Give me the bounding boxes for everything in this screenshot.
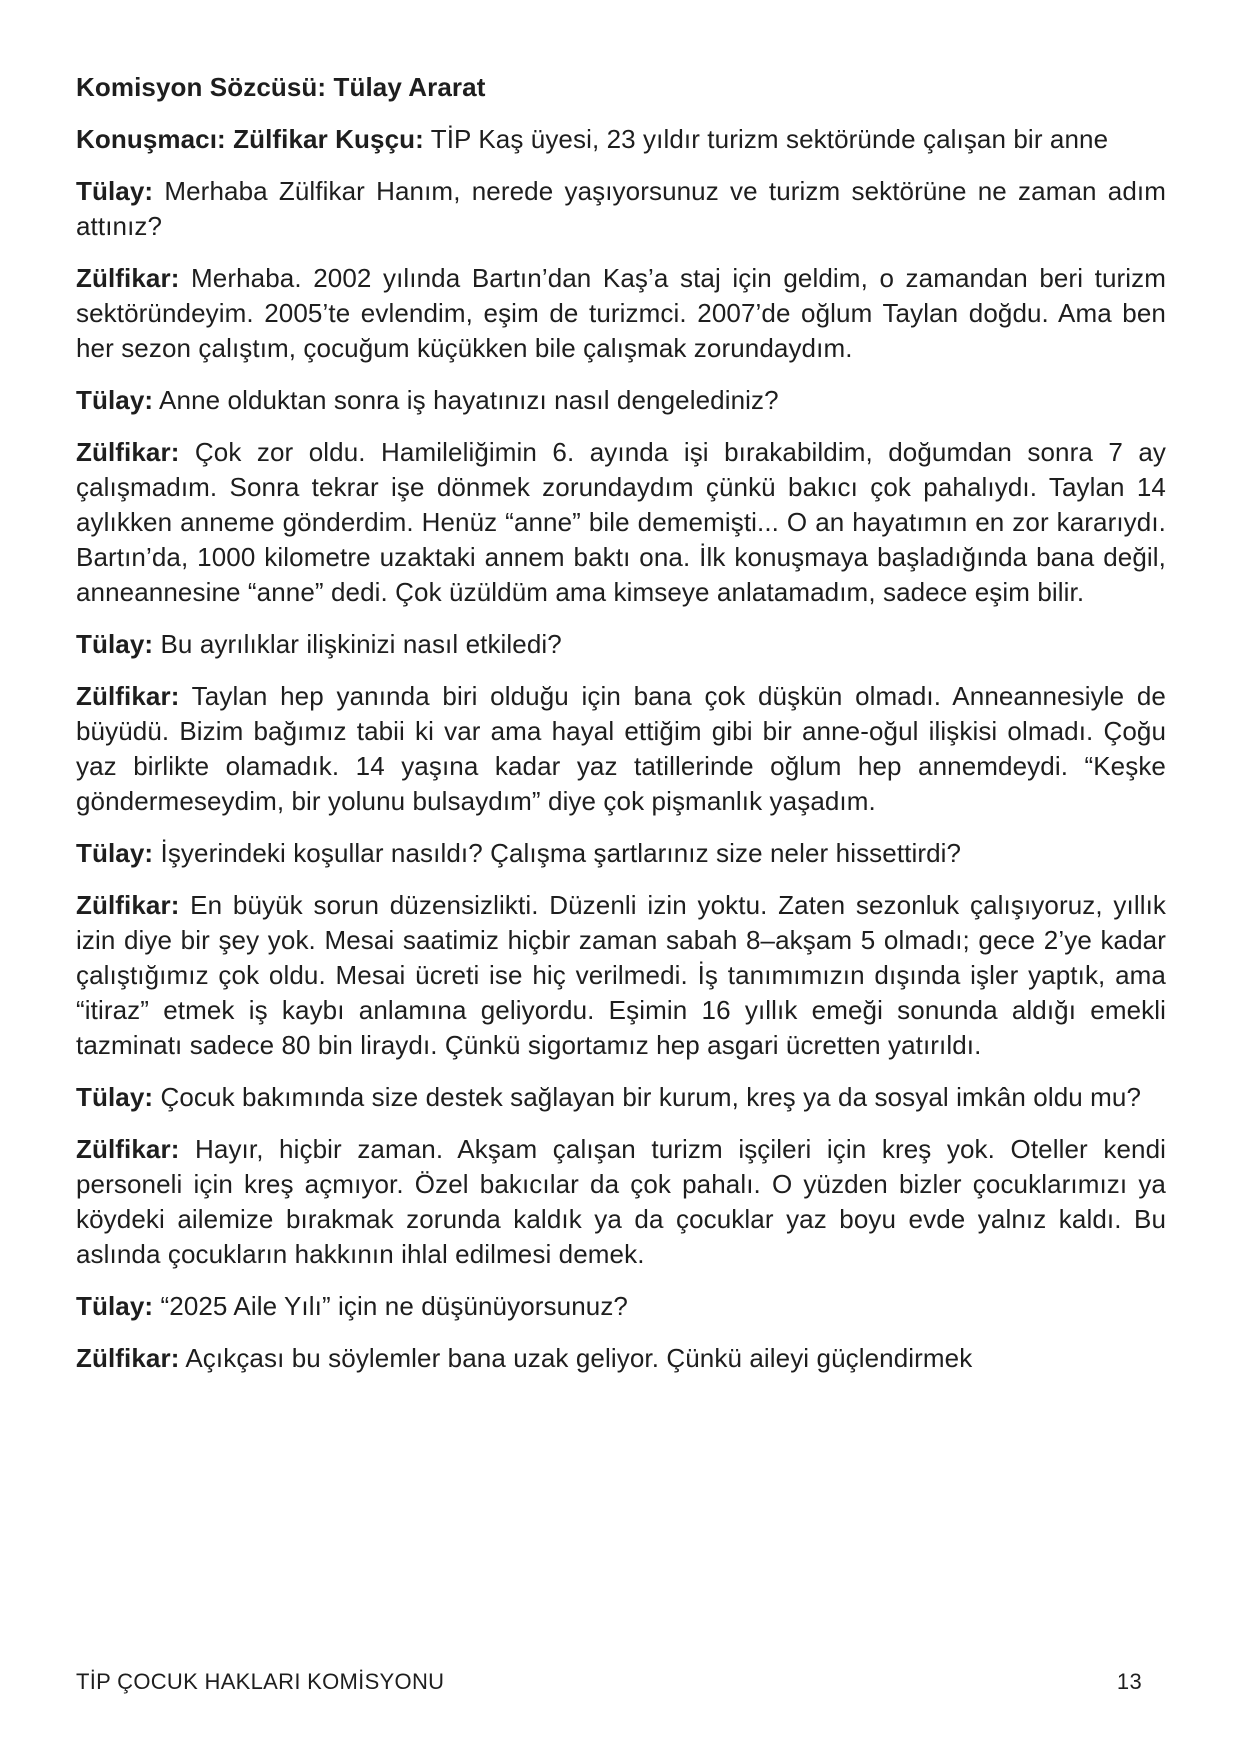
page-footer: [76, 1667, 1142, 1697]
question-paragraph: [76, 836, 1166, 871]
speaker-label: Tülay:: [76, 1082, 154, 1112]
speaker-label: Tülay:: [76, 385, 154, 415]
question-paragraph: [76, 383, 1166, 418]
speaker-label: Zülfikar:: [76, 1343, 180, 1373]
footer-title: TİP ÇOCUK HAKLARI KOMİSYONU: [76, 1669, 445, 1694]
paragraph-text: Merhaba. 2002 yılında Bartın’dan Kaş’a staj için geldim, o zamandan beri turizm sektöründeyim. 2005’te evlendim, eşim de turizmci. 2007’de oğlum Taylan doğdu. Ama ben her sezon çalıştım, çocuğum küçükken bile çalışmak zorundaydım.: [76, 263, 1166, 363]
paragraph-text: En büyük sorun düzensizlikti. Düzenli izin yoktu. Zaten sezonluk çalışıyoruz, yıllık izin diye bir şey yok. Mesai saatimiz hiçbir zaman sabah 8–akşam 5 olmadı; gece 2’ye kadar çalıştığımız çok oldu. Mesai ücreti ise hiç verilmedi. İş tanımımızın dışında işler yaptık, ama “itiraz” etmek iş kaybı anlamına geliyordu. Eşimin 16 yıllık emeği sonunda aldığı emekli tazminatı sadece 80 bin liraydı. Çünkü sigortamız hep asgari ücretten yatırıldı.: [76, 890, 1166, 1060]
speaker-label: Zülfikar:: [76, 263, 180, 293]
document-body: [76, 70, 1166, 1393]
question-paragraph: [76, 1289, 1166, 1324]
document-heading: Komisyon Sözcüsü: Tülay Ararat: [76, 72, 486, 102]
intro-paragraph: [76, 122, 1166, 157]
speaker-label: Zülfikar:: [76, 437, 180, 467]
answer-paragraph: [76, 679, 1166, 819]
speaker-label: Zülfikar:: [76, 681, 180, 711]
answer-paragraph: [76, 435, 1166, 610]
question-paragraph: [76, 1080, 1166, 1115]
speaker-label: Tülay:: [76, 629, 154, 659]
answer-paragraph: [76, 261, 1166, 366]
speaker-label: Tülay:: [76, 1291, 154, 1321]
speaker-label: Zülfikar:: [76, 890, 180, 920]
paragraph-text: İşyerindeki koşullar nasıldı? Çalışma şartlarınız size neler hissettirdi?: [153, 838, 962, 868]
paragraph-text: Hayır, hiçbir zaman. Akşam çalışan turizm işçileri için kreş yok. Oteller kendi personeli için kreş açmıyor. Özel bakıcılar da çok pahalı. O yüzden bizler çocuklarımızı ya köydeki ailemize bırakmak zorunda kaldık ya da çocuklar yaz boyu evde yalnız kaldı. Bu aslında çocukların hakkının ihlal edilmesi demek.: [76, 1134, 1166, 1269]
paragraph-text: Taylan hep yanında biri olduğu için bana çok düşkün olmadı. Anneannesiyle de büyüdü. Bizim bağımız tabii ki var ama hayal ettiğim gibi bir anne-oğul ilişkisi olmadı. Çoğu yaz birlikte olamadık. 14 yaşına kadar yaz tatillerinde oğlum hep annemdeydi. “Keşke göndermeseydim, bir yolunu bulsaydım” diye çok pişmanlık yaşadım.: [76, 681, 1166, 816]
answer-paragraph: [76, 1341, 1166, 1376]
paragraph-text: Bu ayrılıklar ilişkinizi nasıl etkiledi?: [153, 629, 562, 659]
paragraph-text: Çocuk bakımında size destek sağlayan bir kurum, kreş ya da sosyal imkân oldu mu?: [153, 1082, 1142, 1112]
paragraph-text: Anne olduktan sonra iş hayatınızı nasıl dengelediniz?: [153, 385, 779, 415]
speaker-label: Tülay:: [76, 838, 154, 868]
speaker-label: Zülfikar:: [76, 1134, 180, 1164]
answer-paragraph: [76, 888, 1166, 1063]
paragraph-text: TİP Kaş üyesi, 23 yıldır turizm sektöründe çalışan bir anne: [423, 124, 1109, 154]
answer-paragraph: [76, 1132, 1166, 1272]
page-number: 13: [1116, 1669, 1142, 1694]
question-paragraph: [76, 174, 1166, 244]
paragraph-text: Çok zor oldu. Hamileliğimin 6. ayında işi bırakabildim, doğumdan sonra 7 ay çalışmadım. Sonra tekrar işe dönmek zorundaydım çünkü bakıcı çok pahalıydı. Taylan 14 aylıkken anneme gönderdim. Henüz “anne” bile dememişti... O an hayatımın en zor kararıydı. Bartın’da, 1000 kilometre uzaktaki annem baktı ona. İlk konuşmaya başladığında bana değil, anneannesine “anne” dedi. Çok üzüldüm ama kimseye anlatamadım, sadece eşim bilir.: [76, 437, 1166, 607]
paragraph-text: Merhaba Zülfikar Hanım, nerede yaşıyorsunuz ve turizm sektörüne ne zaman adım attınız?: [76, 176, 1166, 241]
question-paragraph: [76, 627, 1166, 662]
speaker-label: Tülay:: [76, 176, 154, 206]
speaker-label: Konuşmacı: Zülfikar Kuşçu:: [76, 124, 424, 154]
paragraph-text: “2025 Aile Yılı” için ne düşünüyorsunuz?: [153, 1291, 628, 1321]
paragraph-text: Açıkçası bu söylemler bana uzak geliyor. Çünkü aileyi güçlendirmek: [179, 1343, 973, 1373]
